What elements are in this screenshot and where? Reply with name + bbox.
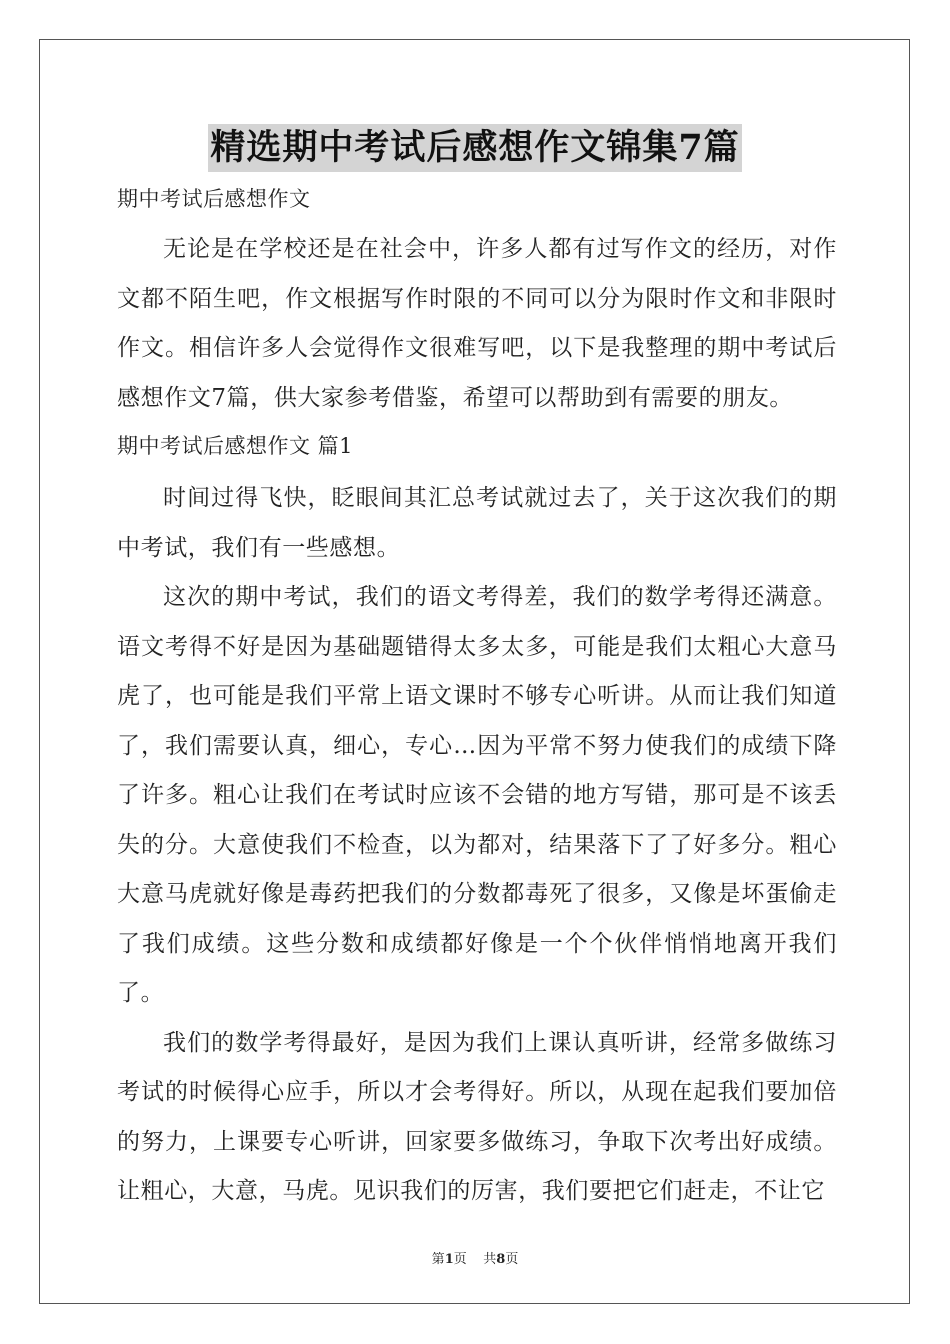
document-subtitle: 期中考试后感想作文 [117,187,311,211]
footer-prefix: 第 [431,1252,445,1267]
page-footer [0,1248,950,1267]
intro-paragraph: 无论是在学校还是在社会中，许多人都有过写作文的经历，对作文都不陌生吧，作文根据写作时限的不同可以分为限时作文和非限时作文。相信许多人会觉得作文很难写吧，以下是我整理的期中考试后感想作文7篇，供大家参考借鉴，希望可以帮助到有需要的朋友。 [117,236,837,411]
footer-current-page: 1 [444,1252,454,1267]
body-paragraph-1: 时间过得飞快，眨眼间其汇总考试就过去了，关于这次我们的期中考试，我们有一些感想。 [117,485,837,561]
body-paragraph-3: 我们的数学考得最好，是因为我们上课认真听讲，经常多做练习考试的时候得心应手，所以才会考得好。所以，从现在起我们要加倍的努力，上课要专心听讲，回家要多做练习，争取下次考出好成绩。让粗心，大意，马虎。见识我们的厉害，我们要把它们赶走，不让它 [117,1029,837,1204]
document-title: 精选期中考试后感想作文锦集7篇 [208,124,741,172]
section-heading: 期中考试后感想作文 篇1 [117,434,354,458]
title-container [0,124,950,172]
footer-suffix: 页 [505,1252,519,1267]
body-paragraph-2: 这次的期中考试，我们的语文考得差，我们的数学考得还满意。语文考得不好是因为基础题错得太多太多，可能是我们太粗心大意马虎了，也可能是我们平常上语文课时不够专心听讲。从而让我们知道了，我们需要认真，细心，专心…因为平常不努力使我们的成绩下降了许多。粗心让我们在考试时应该不会错的地方写错，那可是不该丢失的分。大意使我们不检查，以为都对，结果落下了了好多分。粗心大意马虎就好像是毒药把我们的分数都毒死了很多，又像是坏蛋偷走了我们成绩。这些分数和成绩都好像是一个个伙伴悄悄地离开我们了。 [117,584,837,1006]
footer-mid: 页 共 [453,1252,497,1267]
document-body [117,178,837,1217]
footer-total-pages: 8 [496,1252,506,1267]
